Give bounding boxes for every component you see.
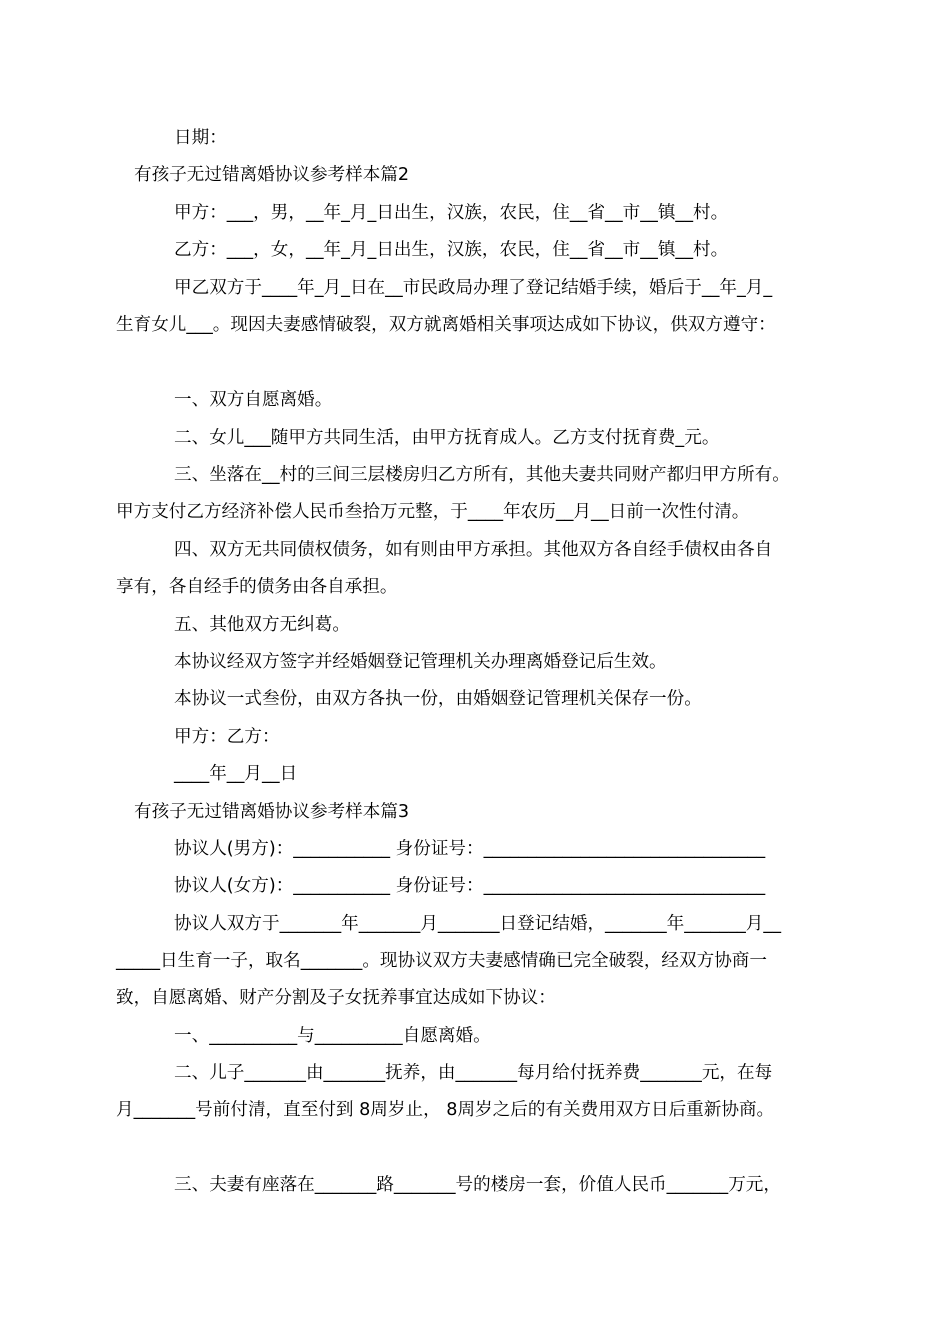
clause-2: 二、女儿___随甲方共同生活，由甲方抚育成人。乙方支付抚育费_元。 (174, 428, 720, 448)
date-label: 日期： (174, 128, 227, 148)
clause-2: 二、儿子_______由_______抚养，由_______每月给付抚养费_______元，在每 (174, 1063, 773, 1083)
party-female-info: 协议人(女方)：___________ 身份证号：________________________________ (174, 876, 766, 896)
clause-3: 三、夫妻有座落在_______路_______号的楼房一套，价值人民币_______万元， (174, 1175, 781, 1195)
paragraph-line: 甲方支付乙方经济补偿人民币叁拾万元整，于____年农历__月__日前一次性付清。 (116, 502, 750, 522)
clause-1: 一、双方自愿离婚。 (174, 390, 333, 410)
date-line: ____年__月__日 (174, 764, 298, 784)
paragraph-line: 月_______号前付清，直至付到 8周岁止， 8周岁之后的有关费用双方日后重新协商。 (116, 1100, 775, 1120)
paragraph-line: 甲乙双方于____年_月_日在__市民政局办理了登记结婚手续，婚后于__年_月_ (174, 278, 773, 298)
signature-line: 甲方：乙方： (174, 727, 280, 747)
clause-1: 一、__________与__________自愿离婚。 (174, 1026, 491, 1046)
section-title-3: 有孩子无过错离婚协议参考样本篇3 (134, 802, 410, 822)
clause-5: 五、其他双方无纠葛。 (174, 615, 350, 635)
paragraph-line: 生育女儿___。现因夫妻感情破裂，双方就离婚相关事项达成如下协议，供双方遵守： (116, 315, 776, 335)
party-male-info: 协议人(男方)：___________ 身份证号：________________________________ (174, 839, 766, 859)
clause-4: 四、双方无共同债权债务，如有则由甲方承担。其他双方各自经手债权由各自 (174, 540, 773, 560)
paragraph-line: 协议人双方于_______年_______月_______日登记结婚，_______年_______月__ (174, 914, 781, 934)
paragraph-line: 享有，各自经手的债务由各自承担。 (116, 577, 398, 597)
paragraph-line: _____日生育一子，取名_______。现协议双方夫妻感情确已完全破裂，经双方协商一 (116, 951, 767, 971)
paragraph-line: 本协议一式叁份，由双方各执一份，由婚姻登记管理机关保存一份。 (174, 689, 702, 709)
paragraph-line: 致，自愿离婚、财产分割及子女抚养事宜达成如下协议： (116, 988, 556, 1008)
clause-3: 三、坐落在__村的三间三层楼房归乙方所有，其他夫妻共同财产都归甲方所有。 (174, 465, 790, 485)
party-a-info: 甲方：___，男，__年_月_日出生，汉族，农民，住__省__市__镇__村。 (174, 203, 729, 223)
party-b-info: 乙方：___，女，__年_月_日出生，汉族，农民，住__省__市__镇__村。 (174, 240, 729, 260)
section-title-2: 有孩子无过错离婚协议参考样本篇2 (134, 165, 410, 185)
paragraph-line: 本协议经双方签字并经婚姻登记管理机关办理离婚登记后生效。 (174, 652, 667, 672)
